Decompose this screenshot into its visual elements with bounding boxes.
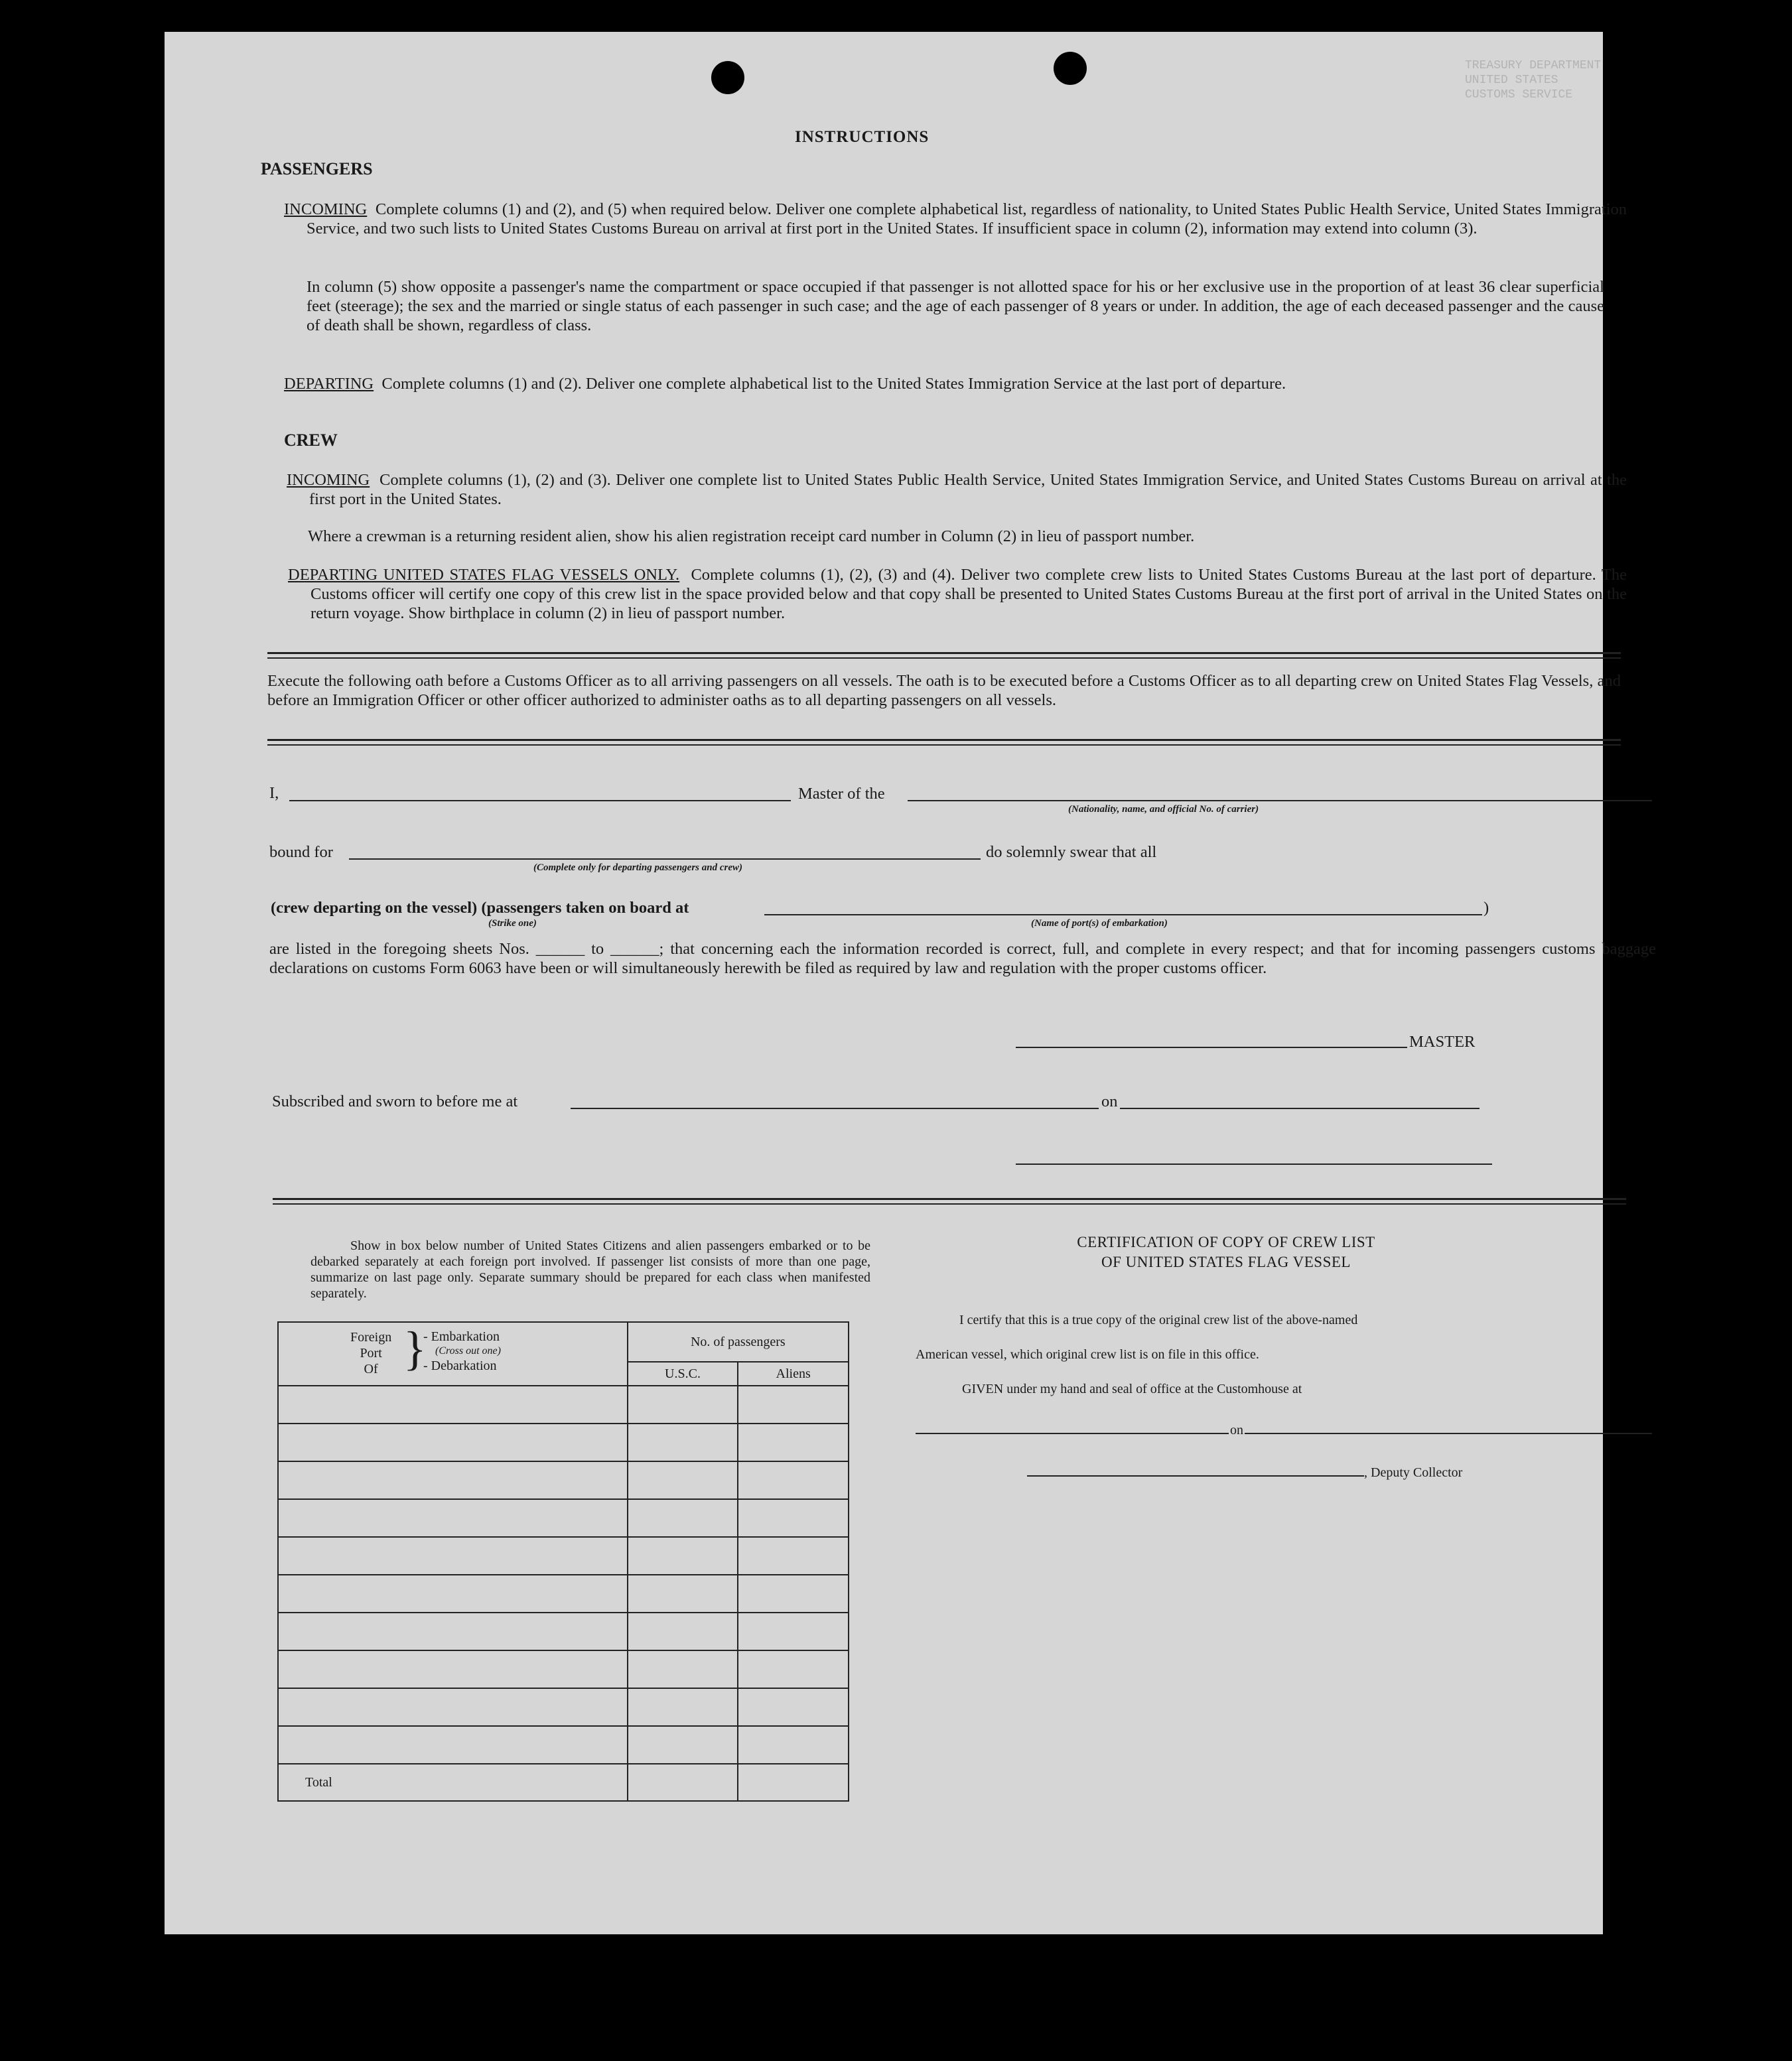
master-name-field[interactable] [289, 800, 791, 801]
crew-incoming-text: Complete columns (1), (2) and (3). Deliver one complete list to United States Public Health Service, United States Immigration Service, and United States Customs Bureau on arrival at the first port in the United States. [309, 471, 1627, 508]
divider [273, 1198, 1626, 1205]
divider [267, 652, 1621, 659]
given-text: GIVEN under my hand and seal of office at the Customhouse at [962, 1382, 1302, 1396]
incoming-label: INCOMING [284, 200, 368, 218]
bound-for-label: bound for [269, 843, 333, 861]
usc-cell[interactable] [628, 1688, 738, 1726]
port-cell[interactable] [278, 1537, 628, 1575]
bleed-through-text: TREASURY DEPARTMENT UNITED STATES CUSTOMS SERVICE [1465, 59, 1602, 101]
port-cell[interactable] [278, 1386, 628, 1424]
master-of-the-label: Master of the [798, 785, 885, 803]
subscribed-label: Subscribed and sworn to before me at [272, 1093, 518, 1110]
brace-icon: } [403, 1322, 427, 1375]
port-cell[interactable] [278, 1424, 628, 1461]
cross-out-label: (Cross out one) [435, 1345, 501, 1357]
port-cell[interactable] [278, 1650, 628, 1688]
usc-cell[interactable] [628, 1650, 738, 1688]
aliens-cell[interactable] [738, 1386, 849, 1424]
summary-row [278, 1688, 849, 1726]
passengers-heading: PASSENGERS [261, 159, 373, 178]
total-usc-cell[interactable] [628, 1764, 738, 1801]
aliens-header: Aliens [738, 1362, 849, 1386]
summary-row [278, 1461, 849, 1499]
aliens-cell[interactable] [738, 1575, 849, 1613]
port-cell[interactable] [278, 1575, 628, 1613]
certification-date-field[interactable] [1245, 1433, 1652, 1434]
summary-row [278, 1726, 849, 1764]
officer-signature-field[interactable] [1016, 1163, 1492, 1165]
embarkation-caption: (Name of port(s) of embarkation) [1031, 918, 1168, 929]
port-label: Port [360, 1346, 382, 1361]
strike-one-caption: (Strike one) [488, 918, 537, 929]
usc-cell[interactable] [628, 1613, 738, 1650]
subscribed-place-field[interactable] [571, 1108, 1099, 1109]
embarkation-port-field[interactable] [764, 914, 1482, 915]
of-label: Of [364, 1362, 378, 1376]
passenger-summary-table [277, 1321, 849, 1802]
summary-row [278, 1575, 849, 1613]
usc-header: U.S.C. [628, 1362, 738, 1386]
port-cell[interactable] [278, 1688, 628, 1726]
aliens-cell[interactable] [738, 1688, 849, 1726]
deputy-collector-signature-field[interactable] [1027, 1475, 1364, 1477]
bound-for-field[interactable] [349, 858, 981, 860]
carrier-caption: (Nationality, name, and official No. of carrier) [1068, 804, 1259, 815]
aliens-cell[interactable] [738, 1650, 849, 1688]
incoming-text: Complete columns (1) and (2), and (5) when required below. Deliver one complete alphabetical list, regardless of nationality, to United States Public Health Service, United States Immigration Service, and two such lists to United States Customs Bureau on arrival at first port in the United States. If insufficient space in column (2), information may extend into column (3). [307, 200, 1627, 237]
oath-on-label: on [1101, 1093, 1118, 1110]
deputy-collector-label: , Deputy Collector [1364, 1465, 1463, 1480]
usc-cell[interactable] [628, 1461, 738, 1499]
summary-row [278, 1499, 849, 1537]
crew-departing-oath: (crew departing on the vessel) (passengers taken on board at [271, 899, 689, 917]
port-cell[interactable] [278, 1499, 628, 1537]
column5-paragraph: In column (5) show opposite a passenger's name the compartment or space occupied if that passenger is not allotted space for his or her exclusive use in the proportion of at least 36 clear superficial feet (steerage); the sex and the married or single status of each passenger in such case; and the age of each passenger of 8 years or under. In addition, the age of each deceased passenger and the cause of death shall be shown, regardless of class. [307, 278, 1604, 334]
crew-departing-text: Complete columns (1), (2), (3) and (4). Deliver two complete crew lists to United States Customs Bureau at the last port of departure. The Customs officer will certify one copy of this crew list in the space provided below and that copy shall be presented to United States Customs Bureau at the first port of arrival in the United States on the return voyage. Show birthplace in column (2) in lieu of passport number. [310, 566, 1627, 622]
certify-line2: American vessel, which original crew list is on file in this office. [916, 1347, 1259, 1362]
listed-paragraph: are listed in the foregoing sheets Nos. ______ to ______; that concerning each the information recorded is correct, full, and complete in every respect; and that for incoming passengers customs baggage declarations on customs Form 6063 have been or will simultaneously herewith be filed as required by law and regulation with the proper customs officer. [269, 940, 1656, 977]
usc-cell[interactable] [628, 1537, 738, 1575]
certify-line1: I certify that this is a true copy of the original crew list of the above-named [959, 1313, 1358, 1327]
punch-hole [711, 61, 744, 94]
foreign-label: Foreign [350, 1330, 392, 1345]
passengers-incoming-paragraph [284, 200, 1627, 238]
departing-text: Complete columns (1) and (2). Deliver one complete alphabetical list to the United States Immigration Service at the last port of departure. [381, 375, 1286, 393]
port-cell[interactable] [278, 1461, 628, 1499]
certification-on-label: on [1230, 1423, 1243, 1437]
aliens-cell[interactable] [738, 1726, 849, 1764]
crew-departing-paragraph [288, 565, 1627, 623]
usc-cell[interactable] [628, 1575, 738, 1613]
carrier-field[interactable] [908, 800, 1652, 801]
aliens-cell[interactable] [738, 1424, 849, 1461]
certification-title-line2: OF UNITED STATES FLAG VESSEL [1101, 1254, 1351, 1270]
resident-alien-paragraph: Where a crewman is a returning resident alien, show his alien registration receipt card number in Column (2) in lieu of passport number. [308, 527, 1195, 545]
oath-i-label: I, [269, 784, 279, 802]
no-passengers-header: No. of passengers [628, 1322, 849, 1362]
aliens-cell[interactable] [738, 1537, 849, 1575]
certification-title [1020, 1232, 1432, 1272]
usc-cell[interactable] [628, 1499, 738, 1537]
master-signature-field[interactable] [1016, 1047, 1407, 1048]
aliens-cell[interactable] [738, 1613, 849, 1650]
close-paren: ) [1483, 899, 1489, 917]
customhouse-field[interactable] [916, 1433, 1229, 1434]
total-aliens-cell[interactable] [738, 1764, 849, 1801]
certification-title-line1: CERTIFICATION OF COPY OF CREW LIST [1077, 1234, 1375, 1250]
aliens-cell[interactable] [738, 1499, 849, 1537]
foreign-port-header [278, 1322, 628, 1386]
embarkation-label: - Embarkation [423, 1329, 500, 1344]
master-label: MASTER [1409, 1033, 1476, 1051]
usc-cell[interactable] [628, 1726, 738, 1764]
summary-row [278, 1386, 849, 1424]
aliens-cell[interactable] [738, 1461, 849, 1499]
crew-incoming-paragraph [287, 470, 1627, 509]
port-cell[interactable] [278, 1726, 628, 1764]
oath-intro: Execute the following oath before a Customs Officer as to all arriving passengers on all vessels. The oath is to be executed before a Customs Officer as to all departing crew on United States Flag Vessels, and before an Immigration Officer or other officer authorized to administer oaths as to all departing passengers on all vessels. [267, 672, 1621, 709]
crew-departing-label: DEPARTING UNITED STATES FLAG VESSELS ONLY. [288, 566, 680, 584]
summary-row [278, 1650, 849, 1688]
summary-row [278, 1424, 849, 1461]
form-sheet [165, 32, 1656, 1934]
bound-for-caption: (Complete only for departing passengers and crew) [533, 862, 742, 873]
debarkation-label: - Debarkation [423, 1359, 497, 1373]
total-label: Total [278, 1764, 628, 1801]
page-title: INSTRUCTIONS [795, 128, 930, 146]
subscribed-date-field[interactable] [1120, 1108, 1480, 1109]
summary-instruction: Show in box below number of United States Citizens and alien passengers embarked or to be debarked separately at each foreign port involved. If passenger list consists of more than one page, summarize on last page only. Separate summary should be prepared for each class when manifested separately. [310, 1238, 870, 1301]
summary-row [278, 1537, 849, 1575]
punch-hole [1054, 52, 1087, 85]
port-cell[interactable] [278, 1613, 628, 1650]
crew-heading: CREW [284, 431, 338, 450]
usc-cell[interactable] [628, 1386, 738, 1424]
divider [267, 739, 1621, 746]
swear-text: do solemnly swear that all [986, 843, 1157, 861]
summary-row [278, 1613, 849, 1650]
usc-cell[interactable] [628, 1424, 738, 1461]
departing-label: DEPARTING [284, 375, 374, 393]
passengers-departing-paragraph [284, 374, 1627, 393]
crew-incoming-label: INCOMING [287, 471, 370, 489]
